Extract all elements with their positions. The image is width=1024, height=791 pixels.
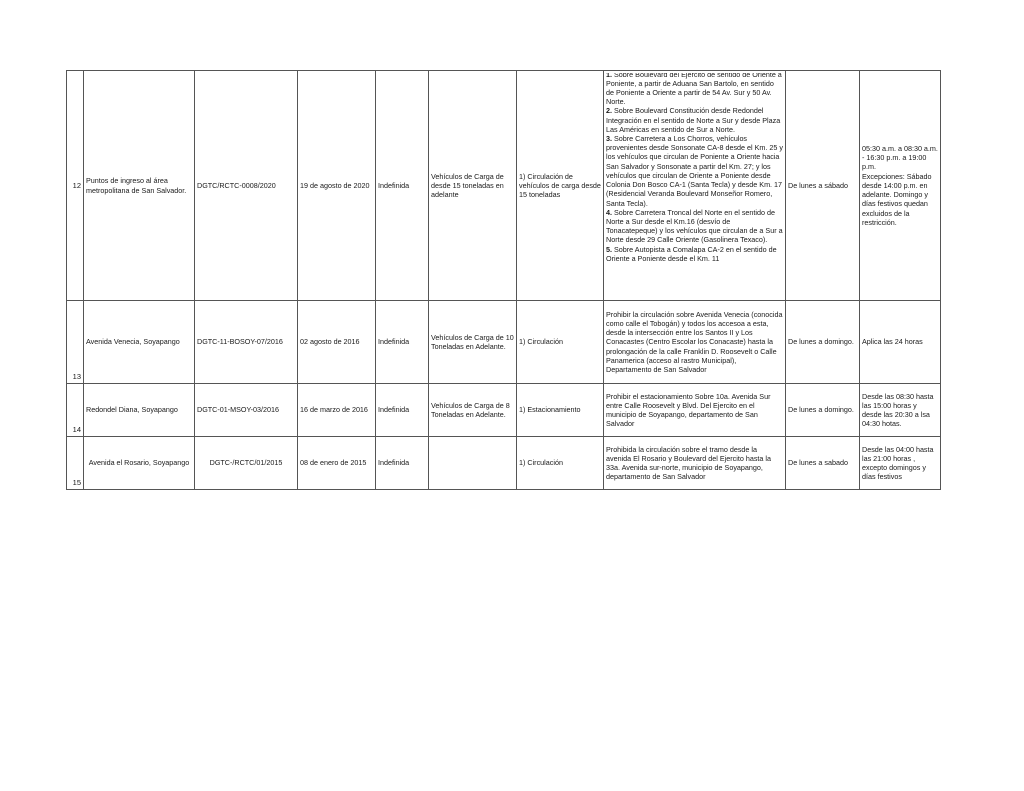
item-text: Sobre Carretera Troncal del Norte en el sentido de Norte a Sur desde el Km.16 (desvío de Tonacatepeque) y los vehículos que circulan de a Sur a Norte desde 29 Calle Oriente (Gasolinera Texaco). (606, 207, 783, 245)
days-cell: De lunes a domingo. (786, 301, 860, 384)
days-cell: De lunes a sábado (786, 71, 860, 301)
item-text: Sobre Carretera a Los Chorros, vehículos provenientes desde Sonsonate CA-8 desde el Km. 25 y los vehículos que circulan de Poniente a Oriente hacia San Salvador y Sonsonate a partir del Km. 27; y los vehículos que circulan de Oriente a Poniente desde Colonia Don Bosco CA-1 (Santa Tecla) y desde Km. 17 (Residencial Veranda Boulevard Monseñor Romero, Santa Tecla). (606, 134, 783, 208)
schedule-cell: Desde las 04:00 hasta las 21:00 horas , excepto domingos y días festivos (860, 437, 941, 490)
vehicle-type-cell: Vehículos de Carga de desde 15 toneladas en adelante (429, 71, 517, 301)
vehicle-type-cell: Vehículos de Carga de 8 Toneladas en Adelante. (429, 384, 517, 437)
vehicle-type-cell: Vehículos de Carga de 10 Toneladas en Adelante. (429, 301, 517, 384)
resolution-code-cell: DGTC/RCTC-0008/2020 (195, 71, 298, 301)
days-cell: De lunes a sabado (786, 437, 860, 490)
item-text: Sobre Boulevard del Ejército de sentido de Oriente a Poniente, a partir de Aduana San Bartolo, en sentido de Poniente a Oriente a partir de 54 Av. Sur y 50 Av. Norte. (606, 72, 782, 107)
duration-cell: Indefinida (376, 437, 429, 490)
description-cell: Prohibir el estacionamiento Sobre 10a. Avenida Sur entre Calle Roosevelt y Blvd. Del Ejercito en el municipio de Soyapango, departamento de San Salvador (604, 384, 786, 437)
table-row (67, 71, 941, 301)
duration-cell: Indefinida (376, 301, 429, 384)
duration-cell: Indefinida (376, 384, 429, 437)
item-number: 1. (606, 72, 612, 79)
schedule-cell: 05:30 a.m. a 08:30 a.m. - 16:30 p.m. a 19:00 p.m. Excepciones: Sábado desde 14:00 p.m. en adelante. Domingo y días festivos quedan excluidos de la restricción. (860, 71, 941, 301)
duration-cell: Indefinida (376, 71, 429, 301)
restriction-type-cell: 1) Estacionamiento (517, 384, 604, 437)
row-number: 13 (67, 301, 84, 384)
table-row (67, 384, 941, 437)
item-text: Sobre Boulevard Constitución desde Redondel Integración en el sentido de Norte a Sur y desde Plaza Las Américas en sentido de Sur a Norte. (606, 106, 781, 134)
row-number: 14 (67, 384, 84, 437)
resolution-code-cell: DGTC-01-MSOY-03/2016 (195, 384, 298, 437)
item-number: 5. (606, 244, 612, 254)
location-cell: Redondel Diana, Soyapango (84, 384, 195, 437)
description-item (606, 245, 783, 263)
resolution-code-cell: DGTC-/RCTC/01/2015 (195, 437, 298, 490)
description-item (606, 106, 783, 134)
row-number: 12 (67, 71, 84, 301)
date-cell: 19 de agosto de 2020 (298, 71, 376, 301)
location-cell: Avenida el Rosario, Soyapango (84, 437, 195, 490)
row-number: 15 (67, 437, 84, 490)
date-cell: 02 agosto de 2016 (298, 301, 376, 384)
location-cell: Puntos de ingreso al área metropolitana de San Salvador. (84, 71, 195, 301)
restriction-type-cell: 1) Circulación (517, 301, 604, 384)
description-item (606, 134, 783, 208)
description-clip (606, 73, 783, 299)
item-number: 3. (606, 134, 612, 144)
date-cell: 08 de enero de 2015 (298, 437, 376, 490)
restrictions-table (66, 70, 941, 490)
date-cell: 16 de marzo de 2016 (298, 384, 376, 437)
item-number: 4. (606, 207, 612, 217)
restriction-type-cell: 1) Circulación de vehículos de carga desde 15 toneladas (517, 71, 604, 301)
table-row (67, 437, 941, 490)
description-item (606, 73, 783, 107)
description-cell (604, 71, 786, 301)
resolution-code-cell: DGTC-11-BOSOY-07/2016 (195, 301, 298, 384)
schedule-cell: Aplica las 24 horas (860, 301, 941, 384)
vehicle-type-cell (429, 437, 517, 490)
item-number: 2. (606, 106, 612, 116)
location-cell: Avenida Venecia, Soyapango (84, 301, 195, 384)
description-item (606, 208, 783, 245)
restriction-type-cell: 1) Circulación (517, 437, 604, 490)
item-text: Sobre Autopista a Comalapa CA-2 en el sentido de Oriente a Poniente desde el Km. 11 (606, 244, 777, 263)
schedule-cell: Desde las 08:30 hasta las 15:00 horas y desde las 20:30 a lsa 04:30 hotas. (860, 384, 941, 437)
description-cell: Prohibida la circulación sobre el tramo desde la avenida El Rosario y Boulevard del Ejercito hasta la 33a. Avenida sur-norte, municipio de Soyapango, departamento de San Salvador (604, 437, 786, 490)
description-cell: Prohibir la circulación sobre Avenida Venecia (conocida como calle el Tobogán) y todos los accesoa a esta, desde la intersección entre los Santos II y Los Conacastes (Centro Escolar los Conacaste) hasta la prolongación de la calle Franklin D. Roosevelt o Calle Panamerica (acceso al rastro Municipal), Departamento de San Salvador (604, 301, 786, 384)
days-cell: De lunes a domingo. (786, 384, 860, 437)
table-row (67, 301, 941, 384)
